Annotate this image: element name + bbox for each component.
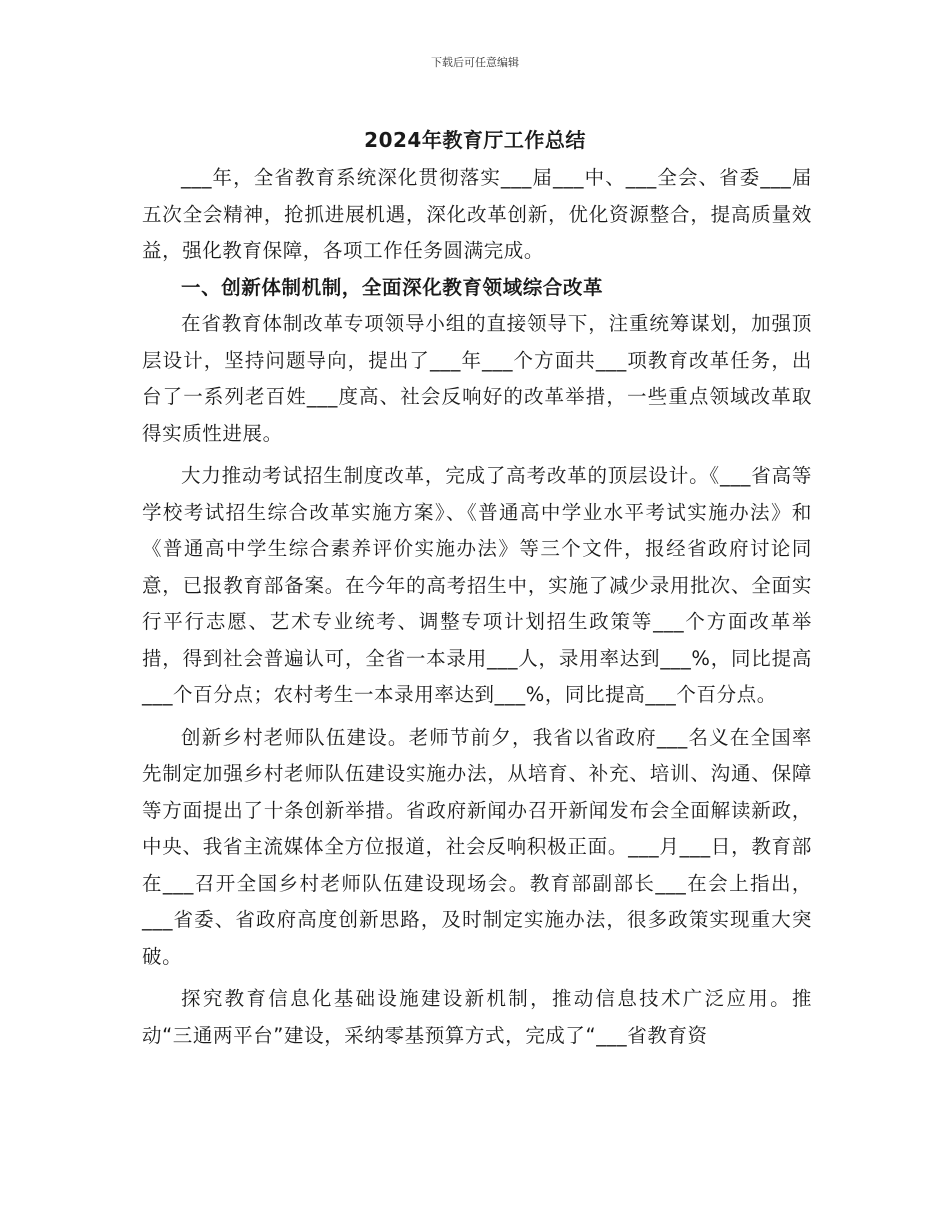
body-paragraph: 在省教育体制改革专项领导小组的直接领导下，注重统筹谋划，加强顶层设计，坚持问题导向，提出了___年___个方面共___项教育改革任务，出台了一系列老百姓___度高、社会反响好的改革举措，一些重点领域改革取得实质性进展。 <box>142 312 812 445</box>
body-paragraph: 探究教育信息化基础设施建设新机制，推动信息技术广泛应用。推动“三通两平台”建设，采纳零基预算方式，完成了“___省教育资 <box>142 987 812 1047</box>
section-heading: 一、创新体制机制，全面深化教育领域综合改革 <box>181 275 604 299</box>
page-header-note: 下载后可任意编辑 <box>431 56 519 69</box>
body-paragraph: 创新乡村老师队伍建设。老师节前夕，我省以省政府___名义在全国率先制定加强乡村老师队伍建设实施办法，从培育、补充、培训、沟通、保障等方面提出了十条创新举措。省政府新闻办召开新闻发布会全面解读新政，中央、我省主流媒体全方位报道，社会反响积极正面。___月___日，教育部在___召开全国乡村老师队伍建设现场会。教育部副部长___在会上指出，___省委、省政府高度创新思路，及时制定实施办法，很多政策实现重大突破。 <box>142 725 812 968</box>
intro-paragraph: ___年，全省教育系统深化贯彻落实___届___中、___全会、省委___届五次全会精神，抢抓进展机遇，深化改革创新，优化资源整合，提高质量效益，强化教育保障，各项工作任务圆满完成。 <box>142 166 812 262</box>
document-body <box>142 160 812 1054</box>
document-title: 2024年教育厅工作总结 <box>364 128 586 152</box>
body-paragraph: 大力推动考试招生制度改革，完成了高考改革的顶层设计。《___省高等学校考试招生综合改革实施方案》、《普通高中学业水平考试实施办法》和《普通高中学生综合素养评价实施办法》等三个文件，报经省政府讨论同意，已报教育部备案。在今年的高考招生中，实施了减少录用批次、全面实行平行志愿、艺术专业统考、调整专项计划招生政策等___个方面改革举措，得到社会普遍认可，全省一本录用___人，录用率达到___%，同比提高___个百分点；农村考生一本录用率达到___%，同比提高___个百分点。 <box>142 464 812 706</box>
